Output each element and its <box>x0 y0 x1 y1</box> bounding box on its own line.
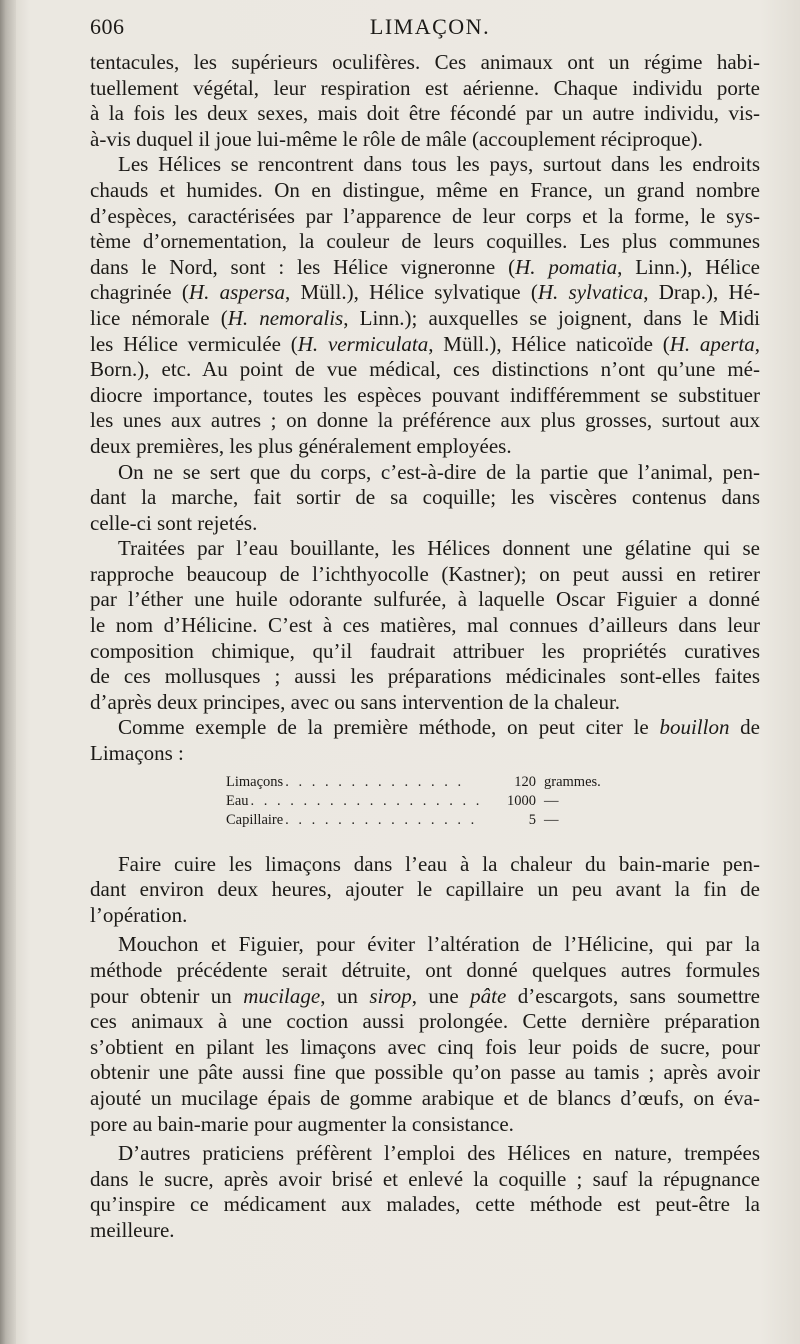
text-line: deux premières, les plus généralement employées. <box>90 433 512 458</box>
text-line: tème d’ornementation, la couleur de leurs coquilles. Les plus communes <box>90 229 760 254</box>
text-line: obtenir une pâte aussi fine que possible qu’on passe au tamis ; après avoir <box>90 1060 760 1085</box>
text-line: chauds et humides. On en distingue, même en France, un grand nombre <box>90 177 760 202</box>
paragraph-body-use <box>90 460 760 537</box>
ingredient-quantity: 1000 <box>507 792 536 809</box>
text-line: Born.), etc. Au point de vue médical, ces distinctions n’ont qu’une mé- <box>90 357 760 382</box>
text-line: à la fois les deux sexes, mais doit être fécondé par un autre individu, vis- <box>90 101 760 126</box>
paragraph-continuation <box>90 50 760 152</box>
text-line: Les Hélices se rencontrent dans tous les pays, surtout dans les endroits <box>118 152 760 177</box>
text-line: dant la marche, fait sortir de sa coquille; les viscères contenus dans <box>90 485 760 510</box>
text-run: chagrinée ( <box>90 280 189 305</box>
emphasis: mucilage <box>243 983 321 1008</box>
ingredient-unit: grammes. <box>544 773 601 790</box>
paragraph-first-method <box>90 715 760 766</box>
text-line: à-vis duquel il joue lui-même le rôle de mâle (accouplement réciproque). <box>90 126 703 151</box>
recipe-row <box>226 811 636 830</box>
ingredient-name: Capillaire <box>226 811 284 828</box>
paragraph-chemistry <box>90 536 760 715</box>
text-line: Mouchon et Figuier, pour éviter l’altération de l’Hélicine, qui par la <box>118 932 760 957</box>
text-line: Traitées par l’eau bouillante, les Hélices donnent une gélatine qui se <box>118 536 760 561</box>
paragraph-other-formulas <box>90 932 760 1137</box>
text-line <box>90 255 760 281</box>
page-binding-edge <box>0 0 16 1344</box>
species-name: H. aspersa <box>188 280 285 305</box>
page-heading: LIMAÇON. <box>369 14 491 39</box>
text-run: , Linn.), Hélice <box>617 254 760 279</box>
text-line: D’autres praticiens préfèrent l’emploi des Hélices en nature, trempées <box>118 1141 760 1166</box>
text-run: , Linn.); auxquelles se joignent, dans le Midi <box>343 305 760 330</box>
text-run: de <box>729 715 760 740</box>
ingredient-name: Eau <box>226 792 249 809</box>
text-run: , Müll.), Hélice naticoïde ( <box>428 331 670 356</box>
text-line: ajouté un mucilage épais de gomme arabique et de blancs d’œufs, on éva- <box>90 1085 760 1110</box>
recipe-row <box>226 792 636 811</box>
recipe-row <box>226 773 636 792</box>
species-name: H. pomatia <box>515 254 618 279</box>
text-line: meilleure. <box>90 1217 175 1242</box>
species-name: H. nemoralis <box>227 305 344 330</box>
text-line: les unes aux autres ; on donne la préférence aux plus grosses, surtout aux <box>90 408 760 433</box>
text-line: l’opération. <box>90 902 188 927</box>
text-line <box>90 332 760 358</box>
ingredient-unit: — <box>544 811 559 828</box>
ingredient-name: Limaçons <box>226 773 284 790</box>
text-run: les Hélice vermiculée ( <box>90 331 298 356</box>
ingredient-unit: — <box>544 792 559 809</box>
running-head <box>90 14 770 46</box>
text-line: celle-ci sont rejetés. <box>90 510 258 535</box>
text-run: , Müll.), Hélice sylvatique ( <box>284 280 538 305</box>
text-line: qu’inspire ce médicament aux malades, cette méthode est peut-être la <box>90 1192 760 1217</box>
text-run: , Drap.), Hé- <box>643 280 760 305</box>
text-line: d’espèces, caractérisées par l’apparence de leur corps et la forme, le sys- <box>90 203 760 228</box>
ingredient-quantity: 5 <box>528 811 536 828</box>
text-line: Limaçons : <box>90 741 184 766</box>
text-run: pour obtenir un <box>90 983 244 1008</box>
dot-leader: . . . . . . . . . . . . . . <box>285 773 465 790</box>
text-line <box>90 280 760 306</box>
ingredient-quantity: 120 <box>514 773 536 790</box>
text-run: , un <box>320 983 370 1008</box>
text-line: de ces mollusques ; aussi les préparations médicinales sont-elles faites <box>90 664 760 689</box>
text-line: rapproche beaucoup de l’ichthyocolle (Kastner); on peut aussi en retirer <box>90 561 760 586</box>
species-name: H. sylvatica <box>537 280 644 305</box>
text-line: tuellement végétal, leur respiration est aérienne. Chaque individu porte <box>90 75 760 100</box>
text-line: le nom d’Hélicine. C’est à ces matières, mal connues d’ailleurs dans leur <box>90 613 760 638</box>
emphasis: bouillon <box>659 715 730 740</box>
text-line: d’après deux principes, avec ou sans intervention de la chaleur. <box>90 689 621 714</box>
emphasis: pâte <box>470 983 507 1008</box>
text-run: , une <box>411 983 471 1008</box>
text-run: dans le Nord, sont : les Hélice vigneronne ( <box>90 254 516 279</box>
text-run: lice némorale ( <box>90 305 228 330</box>
paragraph-species <box>90 152 760 459</box>
species-name: H. aperta <box>669 331 755 356</box>
text-line: méthode précédente serait détruite, ont donné quelques autres formules <box>90 958 760 982</box>
text-line <box>90 306 760 332</box>
text-run: Comme exemple de la première méthode, on peut citer le <box>118 715 660 740</box>
dot-leader: . . . . . . . . . . . . . . . . . . <box>250 792 483 809</box>
text-line: tentacules, les supérieurs oculifères. Ces animaux ont un régime habi- <box>90 50 760 74</box>
body-text <box>90 50 760 1244</box>
text-line: dant environ deux heures, ajouter le capillaire un peu avant la fin de <box>90 877 760 902</box>
recipe-table <box>226 773 636 830</box>
text-run: d’escargots, sans soumettre <box>506 983 760 1008</box>
paragraph-cooking <box>90 852 760 929</box>
species-name: H. vermiculata <box>297 331 429 356</box>
text-line <box>90 984 760 1010</box>
text-line: ces animaux à une coction aussi prolongée. Cette dernière préparation <box>90 1009 760 1034</box>
text-line: par l’éther une huile odorante sulfurée, à laquelle Oscar Figuier a donné <box>90 587 760 612</box>
dot-leader: . . . . . . . . . . . . . . . <box>285 811 478 828</box>
text-line: On ne se sert que du corps, c’est-à-dire de la partie que l’animal, pen- <box>118 459 760 484</box>
page-number: 606 <box>90 14 125 39</box>
text-line: diocre importance, toutes les espèces pouvant indifféremment se substituer <box>90 382 760 407</box>
text-line: Faire cuire les limaçons dans l’eau à la chaleur du bain-marie pen- <box>118 851 760 876</box>
text-line: pore au bain-marie pour augmenter la consistance. <box>90 1111 514 1136</box>
paragraph-natural-use <box>90 1141 760 1243</box>
emphasis: sirop <box>369 983 412 1008</box>
text-line <box>90 715 760 741</box>
text-line: dans le sucre, après avoir brisé et enlevé la coquille ; sauf la répugnance <box>90 1166 760 1191</box>
text-run: , <box>754 331 760 356</box>
text-line: s’obtient en pilant les limaçons avec cinq fois leur poids de sucre, pour <box>90 1034 760 1059</box>
text-line: composition chimique, qu’il faudrait attribuer les propriétés curatives <box>90 638 760 663</box>
